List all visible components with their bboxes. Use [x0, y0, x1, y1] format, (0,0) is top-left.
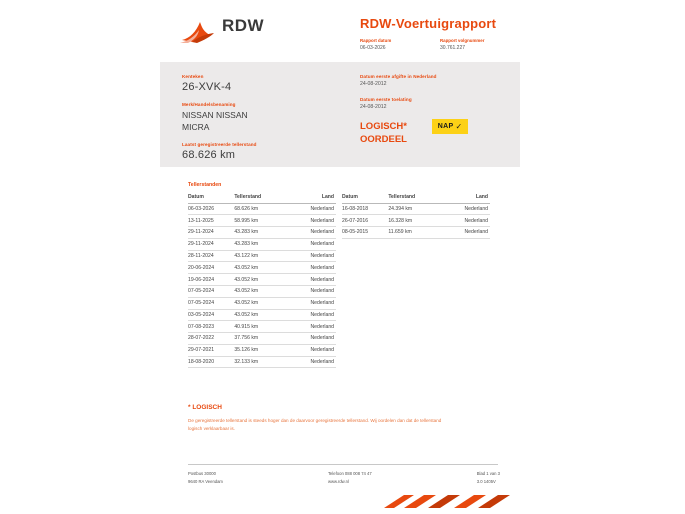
cell-datum: 16-08-2018: [342, 203, 388, 215]
table-body-right: [342, 203, 490, 238]
cell-tellerstand: 68.626 km: [234, 203, 291, 215]
cell-datum: 28-07-2022: [188, 333, 234, 345]
meta-item-report-number: [440, 38, 520, 51]
cell-tellerstand: 24.394 km: [388, 203, 445, 215]
table-row: [188, 309, 336, 321]
cell-land: Nederland: [292, 285, 336, 297]
cell-datum: 29-11-2024: [188, 238, 234, 250]
eerste-afgifte-label: Datum eerste afgifte in Nederland: [360, 74, 437, 79]
eerste-afgifte-value: 24-08-2012: [360, 81, 387, 87]
cell-datum: 08-05-2015: [342, 227, 388, 239]
table-row: [188, 333, 336, 345]
footer-address-line2: 9640 RA Veendam: [188, 479, 223, 484]
tellerstanden-table-right: [342, 192, 490, 239]
cell-tellerstand: 32.133 km: [234, 356, 291, 368]
table-row: [188, 321, 336, 333]
column-header-datum: Datum: [342, 192, 388, 203]
vehicle-summary-panel: [160, 62, 520, 167]
nap-badge: [432, 119, 468, 134]
cell-land: Nederland: [292, 356, 336, 368]
cell-tellerstand: 43.052 km: [234, 285, 291, 297]
cell-land: Nederland: [292, 227, 336, 239]
meta-label: Rapport volgnummer: [440, 38, 485, 43]
rdw-logo: [160, 12, 270, 46]
kenteken-label: Kenteken: [182, 74, 204, 79]
cell-tellerstand: 43.052 km: [234, 297, 291, 309]
table-row: [188, 262, 336, 274]
panel-left-column: [182, 74, 352, 170]
cell-datum: 03-05-2024: [188, 309, 234, 321]
check-icon: ✓: [455, 121, 463, 131]
cell-land: Nederland: [292, 333, 336, 345]
column-header-land: Land: [446, 192, 490, 203]
table-header-row: [342, 192, 490, 203]
table-body-left: [188, 203, 336, 368]
table-row: [188, 297, 336, 309]
footer-contact-website[interactable]: www.rdw.nl: [327, 479, 349, 484]
cell-datum: 07-05-2024: [188, 297, 234, 309]
cell-land: Nederland: [292, 344, 336, 356]
merk-label: Merk/Handelsbenaming: [182, 102, 236, 107]
meta-label: Rapport datum: [360, 38, 392, 43]
cell-datum: 20-06-2024: [188, 262, 234, 274]
column-header-land: Land: [292, 192, 336, 203]
table-row: [188, 274, 336, 286]
merk-value-line2: MICRA: [182, 122, 210, 132]
table-row: [342, 215, 490, 227]
table-row: [188, 215, 336, 227]
panel-right-column: [360, 74, 510, 120]
table-row: [188, 356, 336, 368]
table-row: [188, 203, 336, 215]
footer-address-line1: Postbus 30000: [188, 471, 216, 476]
merk-value-line1: NISSAN NISSAN: [182, 110, 248, 120]
cell-tellerstand: 40.915 km: [234, 321, 291, 333]
verdict-line-logisch: LOGISCH*: [360, 121, 407, 132]
cell-land: Nederland: [446, 203, 490, 215]
verdict-line-oordeel: OORDEEL: [360, 134, 407, 145]
nap-label: NAP: [437, 123, 454, 130]
table-row: [188, 227, 336, 239]
rdw-footer-stripes-icon: [380, 492, 510, 510]
cell-tellerstand: 43.052 km: [234, 274, 291, 286]
document-header: [160, 10, 520, 52]
table-row: [188, 285, 336, 297]
column-header-tellerstand: Tellerstand: [234, 192, 291, 203]
merk-value: [182, 109, 352, 133]
column-header-datum: Datum: [188, 192, 234, 203]
cell-datum: 19-06-2024: [188, 274, 234, 286]
cell-land: Nederland: [292, 321, 336, 333]
meta-value: 06-03-2026: [360, 45, 386, 51]
footnote-title: * LOGISCH: [188, 404, 222, 411]
tellerstanden-section-title: Tellerstanden: [188, 182, 222, 188]
kenteken-value: 26-XVK-4: [182, 81, 232, 93]
cell-datum: 06-03-2026: [188, 203, 234, 215]
table-row: [342, 203, 490, 215]
cell-land: Nederland: [292, 238, 336, 250]
footer-contact-phone: Telefoon 088 008 74 47: [327, 471, 372, 476]
footer-page-info: [477, 470, 500, 486]
cell-tellerstand: 43.122 km: [234, 250, 291, 262]
footer-page-number: Blad 1 van 3: [476, 471, 500, 476]
column-header-tellerstand: Tellerstand: [388, 192, 445, 203]
table-row: [188, 250, 336, 262]
cell-land: Nederland: [446, 215, 490, 227]
cell-datum: 29-11-2024: [188, 227, 234, 239]
document-meta: [360, 38, 540, 51]
tellerstanden-table-left: [188, 192, 336, 368]
laatst-tellerstand-value: 68.626 km: [182, 149, 236, 161]
footer-version: 3.0 1405V: [476, 479, 496, 484]
cell-tellerstand: 11.659 km: [388, 227, 445, 239]
cell-land: Nederland: [292, 215, 336, 227]
cell-land: Nederland: [292, 309, 336, 321]
cell-land: Nederland: [292, 262, 336, 274]
cell-land: Nederland: [292, 274, 336, 286]
footer-address: [188, 470, 223, 486]
document-title: RDW-Voertuigrapport: [360, 16, 497, 31]
cell-datum: 18-08-2020: [188, 356, 234, 368]
cell-datum: 07-05-2024: [188, 285, 234, 297]
cell-tellerstand: 37.756 km: [234, 333, 291, 345]
cell-land: Nederland: [292, 203, 336, 215]
cell-tellerstand: 58.995 km: [234, 215, 291, 227]
cell-land: Nederland: [292, 250, 336, 262]
footer-divider: [188, 464, 498, 465]
rdw-flame-icon: [180, 18, 222, 44]
cell-tellerstand: 43.283 km: [234, 238, 291, 250]
cell-datum: 13-11-2025: [188, 215, 234, 227]
meta-item-report-date: [360, 38, 440, 51]
footer-contact: [328, 470, 372, 486]
cell-tellerstand: 43.052 km: [234, 262, 291, 274]
footnote-body: De geregistreerde tellerstand is steeds hoger dan de daarvoor geregistreerde tellerstand. Wij oordelen dan dat de tellerstand logisch verklaarbaar is.: [188, 418, 442, 431]
cell-datum: 29-07-2021: [188, 344, 234, 356]
table-header-row: [188, 192, 336, 203]
cell-land: Nederland: [446, 227, 490, 239]
cell-datum: 26-07-2016: [342, 215, 388, 227]
meta-value: 30.761.227: [440, 45, 466, 51]
cell-tellerstand: 16.328 km: [388, 215, 445, 227]
cell-land: Nederland: [292, 297, 336, 309]
cell-datum: 28-11-2024: [188, 250, 234, 262]
table-row: [188, 238, 336, 250]
table-row: [342, 227, 490, 239]
eerste-toelating-value: 24-08-2012: [360, 104, 387, 110]
rdw-wordmark: RDW: [222, 16, 265, 35]
laatst-tellerstand-label: Laatst geregistreerde tellerstand: [182, 142, 257, 147]
table-row: [188, 344, 336, 356]
cell-datum: 07-08-2023: [188, 321, 234, 333]
cell-tellerstand: 43.052 km: [234, 309, 291, 321]
verdict-block: [360, 120, 407, 146]
cell-tellerstand: 43.283 km: [234, 227, 291, 239]
document-footer: [188, 470, 500, 486]
eerste-toelating-label: Datum eerste toelating: [360, 97, 412, 102]
cell-tellerstand: 35.126 km: [234, 344, 291, 356]
